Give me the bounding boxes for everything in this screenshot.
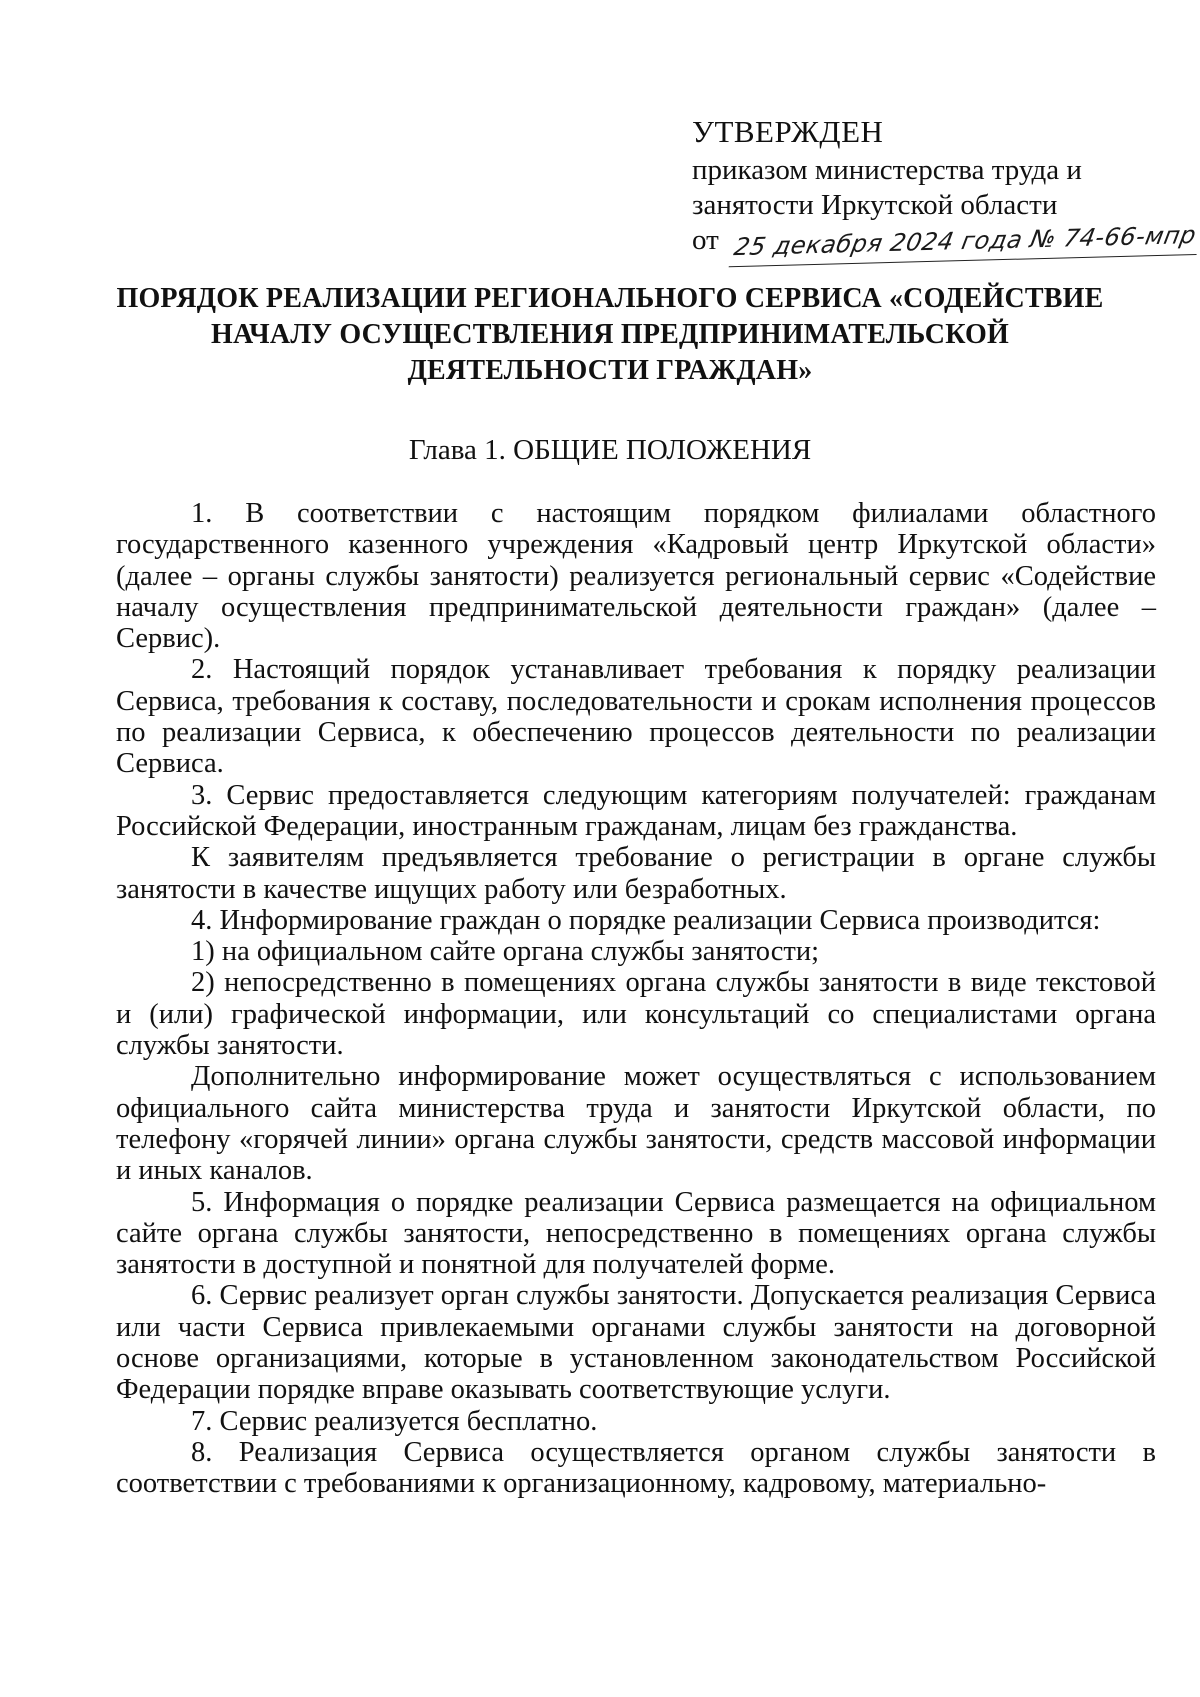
paragraph-3-applicants: К заявителям предъявляется требование о регистрации в органе службы занятости в качестве ищущих работу или безработных. (116, 842, 1156, 905)
chapter-heading: Глава 1. ОБЩИЕ ПОЛОЖЕНИЯ (408, 434, 812, 466)
document-title-line-2: НАЧАЛУ ОСУЩЕСТВЛЕНИЯ ПРЕДПРИНИМАТЕЛЬСКОЙ (211, 319, 1009, 350)
approval-ministry-line: занятости Иркутской области (692, 189, 1058, 221)
document-title-line-3: ДЕЯТЕЛЬНОСТИ ГРАЖДАН» (407, 355, 813, 386)
document-title (110, 281, 1110, 389)
paragraph-5: 5. Информация о порядке реализации Сервиса размещается на официальном сайте органа службы занятости, непосредственно в помещениях органа службы занятости в доступной и понятной для получателей форме. (116, 1186, 1156, 1281)
handwritten-date-number: 25 декабря 2024 года № 74-66-мпр (729, 218, 1200, 267)
approval-block (692, 114, 1199, 262)
document-title-line-1: ПОРЯДОК РЕАЛИЗАЦИИ РЕГИОНАЛЬНОГО СЕРВИСА «СОДЕЙСТВИЕ (116, 283, 1104, 314)
approval-title: УТВЕРЖДЕН (692, 114, 884, 149)
approval-order-line: приказом министерства труда и (692, 154, 1082, 186)
paragraph-4-item-1: 1) на официальном сайте органа службы занятости; (191, 936, 820, 968)
paragraph-4-item-2: 2) непосредственно в помещениях органа службы занятости в виде текстовой и (или) графической информации, или консультаций со специалистами органа службы занятости. (116, 967, 1156, 1062)
paragraph-4-additional: Дополнительно информирование может осуществляться с использованием официального сайта министерства труда и занятости Иркутской области, по телефону «горячей линии» органа службы занятости, средств массовой информации и иных каналов. (116, 1061, 1156, 1187)
paragraph-6: 6. Сервис реализует орган службы занятости. Допускается реализация Сервиса или части Сервиса привлекаемыми органами службы занятости на договорной основе организациями, которые в установленном законодательством Российской Федерации порядке вправе оказывать соответствующие услуги. (116, 1280, 1156, 1406)
paragraph-4: 4. Информирование граждан о порядке реализации Сервиса производится: (191, 904, 1101, 936)
paragraph-3: 3. Сервис предоставляется следующим категориям получателей: гражданам Российской Федерации, иностранным гражданам, лицам без гражданства. (116, 779, 1156, 842)
paragraph-1: 1. В соответствии с настоящим порядком филиалами областного государственного казенного учреждения «Кадровый центр Иркутской области» (далее – органы службы занятости) реализуется региональный сервис «Содействие началу осуществления предпринимательской деятельности граждан» (далее – Сервис). (116, 498, 1156, 655)
approval-date-line (692, 220, 1199, 262)
document-body (116, 498, 1156, 1500)
paragraph-8: 8. Реализация Сервиса осуществляется органом службы занятости в соответствии с требованиями к организационному, кадровому, материально- (116, 1436, 1156, 1500)
approval-date-prefix: от (692, 224, 719, 256)
paragraph-7: 7. Сервис реализуется бесплатно. (191, 1405, 598, 1437)
paragraph-2: 2. Настоящий порядок устанавливает требования к порядку реализации Сервиса, требования к составу, последовательности и срокам исполнения процессов по реализации Сервиса, к обеспечению процессов деятельности по реализации Сервиса. (116, 654, 1156, 780)
